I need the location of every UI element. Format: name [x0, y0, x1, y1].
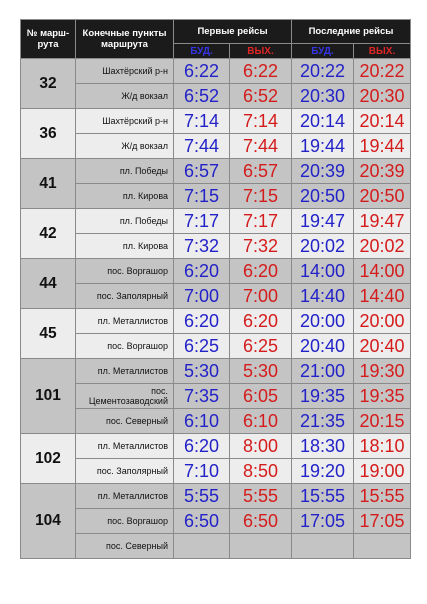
last-trip-weekday: 14:00	[292, 259, 354, 284]
table-row	[21, 484, 411, 509]
last-trip-weekend: 19:30	[354, 359, 411, 384]
first-trip-weekday: 7:10	[174, 459, 230, 484]
stop-name: пл. Металлистов	[76, 484, 174, 509]
table-row	[21, 184, 411, 209]
table-row	[21, 384, 411, 409]
stop-name: пл. Металлистов	[76, 309, 174, 334]
stop-name: Шахтёрский р-н	[76, 109, 174, 134]
last-trip-weekday: 20:14	[292, 109, 354, 134]
first-trip-weekday: 6:20	[174, 309, 230, 334]
table-row	[21, 334, 411, 359]
header-last-weekend: ВЫХ.	[354, 44, 411, 59]
first-trip-weekend: 8:50	[230, 459, 292, 484]
last-trip-weekday: 20:22	[292, 59, 354, 84]
last-trip-weekend: 15:55	[354, 484, 411, 509]
first-trip-weekday: 7:17	[174, 209, 230, 234]
last-trip-weekend: 20:30	[354, 84, 411, 109]
table-row	[21, 159, 411, 184]
stop-name: пл. Кирова	[76, 234, 174, 259]
route-number: 101	[21, 359, 76, 434]
last-trip-weekday: 18:30	[292, 434, 354, 459]
table-row	[21, 59, 411, 84]
stop-name: пл. Металлистов	[76, 434, 174, 459]
first-trip-weekday: 6:50	[174, 509, 230, 534]
route-number: 32	[21, 59, 76, 109]
stop-name: пл. Победы	[76, 209, 174, 234]
first-trip-weekend: 6:50	[230, 509, 292, 534]
header-last-trips: Последние рейсы	[292, 20, 411, 44]
first-trip-weekend: 5:30	[230, 359, 292, 384]
stop-name: пос. Воргашор	[76, 334, 174, 359]
last-trip-weekday: 20:40	[292, 334, 354, 359]
table-row	[21, 409, 411, 434]
last-trip-weekday: 20:30	[292, 84, 354, 109]
last-trip-weekend: 19:47	[354, 209, 411, 234]
stop-name: пос. Заполярный	[76, 284, 174, 309]
last-trip-weekend: 17:05	[354, 509, 411, 534]
last-trip-weekday: 19:47	[292, 209, 354, 234]
table-row	[21, 84, 411, 109]
first-trip-weekend: 6:25	[230, 334, 292, 359]
stop-name: пос. Воргашор	[76, 259, 174, 284]
first-trip-weekday: 6:20	[174, 259, 230, 284]
route-number: 44	[21, 259, 76, 309]
last-trip-weekend: 20:39	[354, 159, 411, 184]
table-row	[21, 359, 411, 384]
header-first-weekday: БУД.	[174, 44, 230, 59]
stop-name: пл. Металлистов	[76, 359, 174, 384]
last-trip-weekday: 19:44	[292, 134, 354, 159]
first-trip-weekend: 7:14	[230, 109, 292, 134]
last-trip-weekday: 20:39	[292, 159, 354, 184]
first-trip-weekday: 7:44	[174, 134, 230, 159]
first-trip-weekday: 6:57	[174, 159, 230, 184]
stop-name: Ж/д вокзал	[76, 134, 174, 159]
first-trip-weekday: 6:20	[174, 434, 230, 459]
first-trip-weekend: 7:17	[230, 209, 292, 234]
first-trip-weekend: 6:20	[230, 259, 292, 284]
first-trip-weekday: 7:35	[174, 384, 230, 409]
last-trip-weekend: 20:50	[354, 184, 411, 209]
stop-name: пос. Цементозаводский	[76, 384, 174, 409]
table-row	[21, 259, 411, 284]
schedule-body	[21, 59, 411, 559]
last-trip-weekend: 20:02	[354, 234, 411, 259]
table-row	[21, 284, 411, 309]
first-trip-weekday: 7:15	[174, 184, 230, 209]
first-trip-weekday: 6:10	[174, 409, 230, 434]
first-trip-weekday: 6:22	[174, 59, 230, 84]
table-row	[21, 109, 411, 134]
first-trip-weekday: 5:30	[174, 359, 230, 384]
first-trip-weekend: 5:55	[230, 484, 292, 509]
last-trip-weekend: 14:00	[354, 259, 411, 284]
table-row	[21, 209, 411, 234]
last-trip-weekend: 19:35	[354, 384, 411, 409]
last-trip-weekday: 15:55	[292, 484, 354, 509]
stop-name: Ж/д вокзал	[76, 84, 174, 109]
stop-name: пос. Воргашор	[76, 509, 174, 534]
last-trip-weekday: 20:50	[292, 184, 354, 209]
last-trip-weekday: 19:35	[292, 384, 354, 409]
last-trip-weekend: 20:22	[354, 59, 411, 84]
stop-name: пос. Северный	[76, 409, 174, 434]
first-trip-weekday: 6:25	[174, 334, 230, 359]
table-row	[21, 134, 411, 159]
route-number: 45	[21, 309, 76, 359]
first-trip-weekend: 6:52	[230, 84, 292, 109]
last-trip-weekend: 19:44	[354, 134, 411, 159]
stop-name: пос. Заполярный	[76, 459, 174, 484]
last-trip-weekend: 20:40	[354, 334, 411, 359]
last-trip-weekday: 21:00	[292, 359, 354, 384]
last-trip-weekend: 20:14	[354, 109, 411, 134]
last-trip-weekend: 20:00	[354, 309, 411, 334]
first-trip-weekday: 7:14	[174, 109, 230, 134]
header-route-number: № марш-рута	[21, 20, 76, 59]
table-row	[21, 434, 411, 459]
first-trip-weekend: 8:00	[230, 434, 292, 459]
first-trip-weekend: 6:10	[230, 409, 292, 434]
route-number: 41	[21, 159, 76, 209]
stop-name: Шахтёрский р-н	[76, 59, 174, 84]
table-row	[21, 509, 411, 534]
last-trip-weekend: 14:40	[354, 284, 411, 309]
last-trip-weekday: 20:02	[292, 234, 354, 259]
table-row	[21, 234, 411, 259]
table-row	[21, 459, 411, 484]
last-trip-weekend	[354, 534, 411, 559]
stop-name: пл. Кирова	[76, 184, 174, 209]
last-trip-weekday: 14:40	[292, 284, 354, 309]
first-trip-weekday: 7:32	[174, 234, 230, 259]
first-trip-weekend: 6:05	[230, 384, 292, 409]
last-trip-weekday: 20:00	[292, 309, 354, 334]
last-trip-weekday: 19:20	[292, 459, 354, 484]
first-trip-weekend: 6:57	[230, 159, 292, 184]
first-trip-weekend: 7:32	[230, 234, 292, 259]
first-trip-weekday: 6:52	[174, 84, 230, 109]
stop-name: пл. Победы	[76, 159, 174, 184]
route-number: 36	[21, 109, 76, 159]
schedule-table	[20, 19, 411, 559]
first-trip-weekday: 7:00	[174, 284, 230, 309]
table-row	[21, 534, 411, 559]
first-trip-weekday: 5:55	[174, 484, 230, 509]
last-trip-weekend: 20:15	[354, 409, 411, 434]
header-first-trips: Первые рейсы	[174, 20, 292, 44]
route-number: 102	[21, 434, 76, 484]
last-trip-weekday: 17:05	[292, 509, 354, 534]
stop-name: пос. Северный	[76, 534, 174, 559]
route-number: 42	[21, 209, 76, 259]
first-trip-weekend: 6:22	[230, 59, 292, 84]
first-trip-weekend: 7:44	[230, 134, 292, 159]
header-stops: Конечные пункты маршрута	[76, 20, 174, 59]
header-first-weekend: ВЫХ.	[230, 44, 292, 59]
first-trip-weekend: 7:15	[230, 184, 292, 209]
first-trip-weekend	[230, 534, 292, 559]
last-trip-weekday: 21:35	[292, 409, 354, 434]
first-trip-weekend: 6:20	[230, 309, 292, 334]
route-number: 104	[21, 484, 76, 559]
first-trip-weekend: 7:00	[230, 284, 292, 309]
first-trip-weekday	[174, 534, 230, 559]
header-last-weekday: БУД.	[292, 44, 354, 59]
last-trip-weekend: 18:10	[354, 434, 411, 459]
last-trip-weekend: 19:00	[354, 459, 411, 484]
table-row	[21, 309, 411, 334]
last-trip-weekday	[292, 534, 354, 559]
